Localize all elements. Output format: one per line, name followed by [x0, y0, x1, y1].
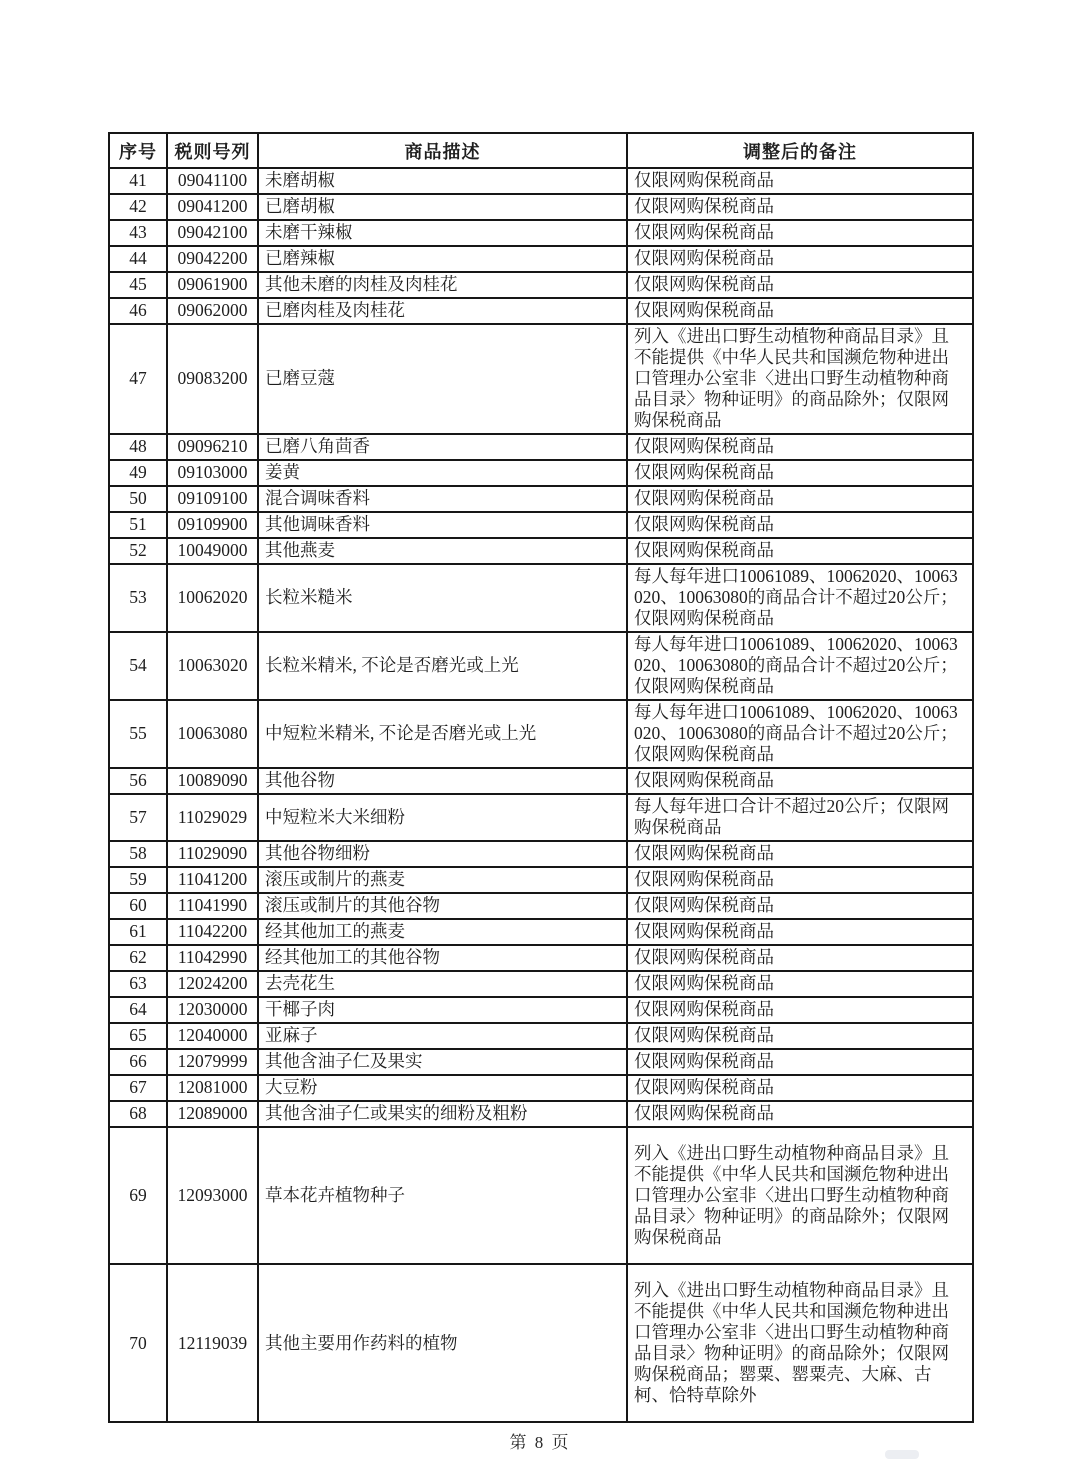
tariff-table — [108, 132, 974, 1423]
table-row — [109, 538, 973, 564]
table-row — [109, 768, 973, 794]
cell-tariff-code: 09041200 — [167, 194, 258, 220]
table-row — [109, 486, 973, 512]
cell-serial-number: 66 — [109, 1049, 167, 1075]
cell-product-description: 长粒米糙米 — [258, 564, 627, 632]
table-row — [109, 794, 973, 841]
cell-tariff-code: 12089000 — [167, 1101, 258, 1127]
cell-tariff-code: 09096210 — [167, 434, 258, 460]
table-row — [109, 512, 973, 538]
cell-tariff-code: 12030000 — [167, 997, 258, 1023]
cell-tariff-code: 10063080 — [167, 700, 258, 768]
table-row — [109, 841, 973, 867]
cell-adjusted-note: 仅限网购保税商品 — [627, 460, 973, 486]
cell-product-description: 其他含油子仁及果实 — [258, 1049, 627, 1075]
cell-product-description: 混合调味香料 — [258, 486, 627, 512]
table-row — [109, 194, 973, 220]
cell-tariff-code: 12093000 — [167, 1127, 258, 1264]
cell-adjusted-note: 仅限网购保税商品 — [627, 893, 973, 919]
cell-tariff-code: 09062000 — [167, 298, 258, 324]
cell-serial-number: 41 — [109, 168, 167, 194]
cell-product-description: 干椰子肉 — [258, 997, 627, 1023]
cell-adjusted-note: 仅限网购保税商品 — [627, 194, 973, 220]
cell-serial-number: 48 — [109, 434, 167, 460]
cell-serial-number: 46 — [109, 298, 167, 324]
cell-tariff-code: 10049000 — [167, 538, 258, 564]
cell-serial-number: 60 — [109, 893, 167, 919]
cell-product-description: 其他谷物 — [258, 768, 627, 794]
cell-serial-number: 58 — [109, 841, 167, 867]
table-row — [109, 945, 973, 971]
table-row — [109, 298, 973, 324]
cell-product-description: 其他主要用作药料的植物 — [258, 1264, 627, 1422]
cell-tariff-code: 09042200 — [167, 246, 258, 272]
cell-product-description: 经其他加工的其他谷物 — [258, 945, 627, 971]
header-serial-number: 序号 — [109, 133, 167, 168]
cell-tariff-code: 12119039 — [167, 1264, 258, 1422]
table-body — [109, 168, 973, 1422]
cell-serial-number: 51 — [109, 512, 167, 538]
cell-tariff-code: 12024200 — [167, 971, 258, 997]
cell-serial-number: 43 — [109, 220, 167, 246]
cell-adjusted-note: 仅限网购保税商品 — [627, 1023, 973, 1049]
cell-tariff-code: 11041990 — [167, 893, 258, 919]
cell-product-description: 未磨干辣椒 — [258, 220, 627, 246]
cell-serial-number: 52 — [109, 538, 167, 564]
header-product-description: 商品描述 — [258, 133, 627, 168]
cell-adjusted-note: 每人每年进口10061089、10062020、10063020、10063080的商品合计不超过20公斤；仅限网购保税商品 — [627, 632, 973, 700]
table-row — [109, 867, 973, 893]
table-row — [109, 700, 973, 768]
cell-product-description: 其他谷物细粉 — [258, 841, 627, 867]
cell-serial-number: 62 — [109, 945, 167, 971]
table-row — [109, 168, 973, 194]
table-row — [109, 919, 973, 945]
cell-tariff-code: 11041200 — [167, 867, 258, 893]
cell-serial-number: 65 — [109, 1023, 167, 1049]
cell-adjusted-note: 仅限网购保税商品 — [627, 971, 973, 997]
cell-tariff-code: 12040000 — [167, 1023, 258, 1049]
cell-tariff-code: 10063020 — [167, 632, 258, 700]
table-row — [109, 971, 973, 997]
table-head — [109, 133, 973, 168]
cell-tariff-code: 11029090 — [167, 841, 258, 867]
header-adjusted-note: 调整后的备注 — [627, 133, 973, 168]
header-tariff-code: 税则号列 — [167, 133, 258, 168]
cell-serial-number: 61 — [109, 919, 167, 945]
cell-serial-number: 44 — [109, 246, 167, 272]
cell-serial-number: 57 — [109, 794, 167, 841]
cell-tariff-code: 12081000 — [167, 1075, 258, 1101]
cell-product-description: 其他未磨的肉桂及肉桂花 — [258, 272, 627, 298]
cell-adjusted-note: 仅限网购保税商品 — [627, 298, 973, 324]
table-row — [109, 1264, 973, 1422]
cell-adjusted-note: 仅限网购保税商品 — [627, 434, 973, 460]
cell-product-description: 滚压或制片的燕麦 — [258, 867, 627, 893]
cell-serial-number: 67 — [109, 1075, 167, 1101]
cell-product-description: 已磨胡椒 — [258, 194, 627, 220]
cell-serial-number: 63 — [109, 971, 167, 997]
table-row — [109, 220, 973, 246]
cell-product-description: 长粒米精米, 不论是否磨光或上光 — [258, 632, 627, 700]
table-row — [109, 272, 973, 298]
cell-serial-number: 59 — [109, 867, 167, 893]
cell-serial-number: 70 — [109, 1264, 167, 1422]
cell-adjusted-note: 仅限网购保税商品 — [627, 919, 973, 945]
cell-product-description: 未磨胡椒 — [258, 168, 627, 194]
cell-serial-number: 47 — [109, 324, 167, 434]
cell-product-description: 其他含油子仁或果实的细粉及粗粉 — [258, 1101, 627, 1127]
cell-tariff-code: 10062020 — [167, 564, 258, 632]
cell-adjusted-note: 仅限网购保税商品 — [627, 168, 973, 194]
table-row — [109, 434, 973, 460]
table-row — [109, 1075, 973, 1101]
cell-serial-number: 49 — [109, 460, 167, 486]
cell-tariff-code: 09061900 — [167, 272, 258, 298]
cell-tariff-code: 09103000 — [167, 460, 258, 486]
cell-product-description: 已磨八角茴香 — [258, 434, 627, 460]
cell-tariff-code: 12079999 — [167, 1049, 258, 1075]
page-footer — [0, 1428, 1080, 1453]
cell-adjusted-note: 列入《进出口野生动植物种商品目录》且不能提供《中华人民共和国濒危物种进出口管理办公室非〈进出口野生动植物种商品目录〉物种证明》的商品除外；仅限网购保税商品 — [627, 1127, 973, 1264]
cell-tariff-code: 09042100 — [167, 220, 258, 246]
cell-product-description: 去壳花生 — [258, 971, 627, 997]
page-number: 第 8 页 — [509, 1433, 571, 1452]
table-row — [109, 1023, 973, 1049]
cell-adjusted-note: 仅限网购保税商品 — [627, 246, 973, 272]
cell-tariff-code: 11042990 — [167, 945, 258, 971]
cell-adjusted-note: 列入《进出口野生动植物种商品目录》且不能提供《中华人民共和国濒危物种进出口管理办公室非〈进出口野生动植物种商品目录〉物种证明》的商品除外；仅限网购保税商品；罂粟、罂粟壳、大麻、古柯、恰特草除外 — [627, 1264, 973, 1422]
table-row — [109, 997, 973, 1023]
table-row — [109, 246, 973, 272]
table-row — [109, 1127, 973, 1264]
cell-serial-number: 68 — [109, 1101, 167, 1127]
table-row — [109, 564, 973, 632]
cell-adjusted-note: 仅限网购保税商品 — [627, 512, 973, 538]
cell-product-description: 中短粒米大米细粉 — [258, 794, 627, 841]
table-row — [109, 1049, 973, 1075]
cell-tariff-code: 11042200 — [167, 919, 258, 945]
cell-adjusted-note: 仅限网购保税商品 — [627, 841, 973, 867]
cell-adjusted-note: 仅限网购保税商品 — [627, 220, 973, 246]
cell-tariff-code: 09041100 — [167, 168, 258, 194]
cell-product-description: 滚压或制片的其他谷物 — [258, 893, 627, 919]
table-row — [109, 632, 973, 700]
cell-serial-number: 55 — [109, 700, 167, 768]
cell-product-description: 已磨豆蔻 — [258, 324, 627, 434]
cell-adjusted-note: 仅限网购保税商品 — [627, 997, 973, 1023]
cell-adjusted-note: 每人每年进口10061089、10062020、10063020、10063080的商品合计不超过20公斤；仅限网购保税商品 — [627, 700, 973, 768]
cell-serial-number: 54 — [109, 632, 167, 700]
cell-product-description: 姜黄 — [258, 460, 627, 486]
cell-product-description: 其他调味香料 — [258, 512, 627, 538]
cell-adjusted-note: 仅限网购保税商品 — [627, 1075, 973, 1101]
cell-adjusted-note: 仅限网购保税商品 — [627, 272, 973, 298]
cell-adjusted-note: 每人每年进口10061089、10062020、10063020、10063080的商品合计不超过20公斤；仅限网购保税商品 — [627, 564, 973, 632]
cell-tariff-code: 09109100 — [167, 486, 258, 512]
cell-product-description: 已磨辣椒 — [258, 246, 627, 272]
faint-watermark — [885, 1450, 919, 1459]
cell-product-description: 其他燕麦 — [258, 538, 627, 564]
table-row — [109, 460, 973, 486]
cell-tariff-code: 10089090 — [167, 768, 258, 794]
table-row — [109, 893, 973, 919]
cell-serial-number: 69 — [109, 1127, 167, 1264]
cell-serial-number: 50 — [109, 486, 167, 512]
cell-adjusted-note: 仅限网购保税商品 — [627, 538, 973, 564]
cell-product-description: 已磨肉桂及肉桂花 — [258, 298, 627, 324]
cell-adjusted-note: 仅限网购保税商品 — [627, 867, 973, 893]
cell-adjusted-note: 仅限网购保税商品 — [627, 486, 973, 512]
cell-tariff-code: 09109900 — [167, 512, 258, 538]
cell-product-description: 草本花卉植物种子 — [258, 1127, 627, 1264]
cell-adjusted-note: 仅限网购保税商品 — [627, 1101, 973, 1127]
cell-serial-number: 45 — [109, 272, 167, 298]
table-row — [109, 324, 973, 434]
cell-adjusted-note: 每人每年进口合计不超过20公斤；仅限网购保税商品 — [627, 794, 973, 841]
cell-adjusted-note: 仅限网购保税商品 — [627, 768, 973, 794]
cell-product-description: 大豆粉 — [258, 1075, 627, 1101]
table-header-row — [109, 133, 973, 168]
cell-serial-number: 64 — [109, 997, 167, 1023]
cell-adjusted-note: 仅限网购保税商品 — [627, 1049, 973, 1075]
cell-serial-number: 56 — [109, 768, 167, 794]
cell-serial-number: 53 — [109, 564, 167, 632]
cell-adjusted-note: 仅限网购保税商品 — [627, 945, 973, 971]
cell-product-description: 亚麻子 — [258, 1023, 627, 1049]
cell-product-description: 中短粒米精米, 不论是否磨光或上光 — [258, 700, 627, 768]
cell-product-description: 经其他加工的燕麦 — [258, 919, 627, 945]
cell-tariff-code: 11029029 — [167, 794, 258, 841]
table-row — [109, 1101, 973, 1127]
cell-tariff-code: 09083200 — [167, 324, 258, 434]
cell-serial-number: 42 — [109, 194, 167, 220]
cell-adjusted-note: 列入《进出口野生动植物种商品目录》且不能提供《中华人民共和国濒危物种进出口管理办公室非〈进出口野生动植物种商品目录〉物种证明》的商品除外；仅限网购保税商品 — [627, 324, 973, 434]
